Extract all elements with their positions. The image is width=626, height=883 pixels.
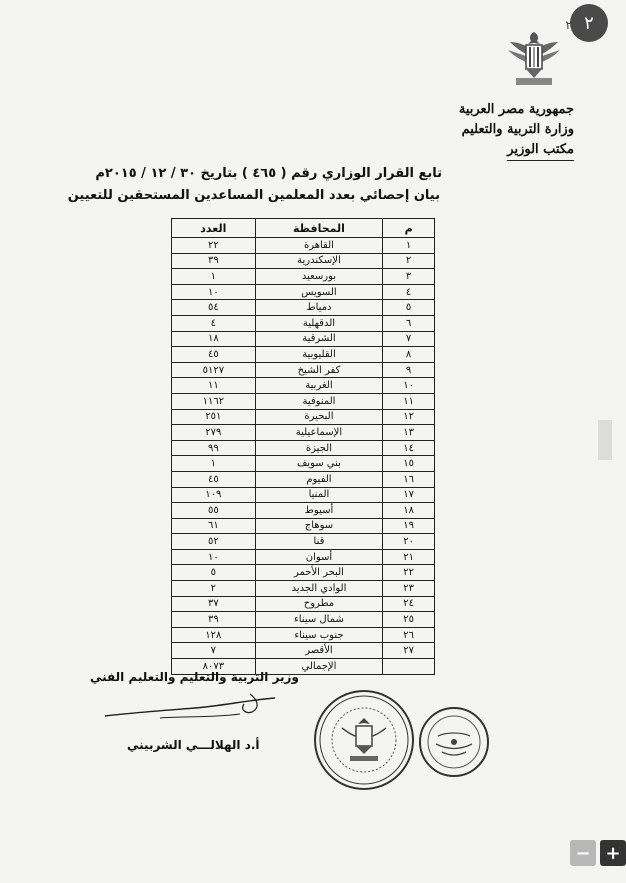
side-scroll-tab[interactable]: [598, 420, 612, 460]
row-count-cell: ٣٩: [172, 612, 256, 628]
row-count-cell: ١١٦٢: [172, 393, 256, 409]
table-row: [172, 440, 435, 456]
row-count-cell: ٥٥: [172, 503, 256, 519]
row-governorate-cell: القليوبية: [255, 347, 383, 363]
col-header-count: العدد: [172, 219, 256, 238]
zoom-out-button[interactable]: −: [570, 840, 596, 866]
table-row: [172, 347, 435, 363]
ministry-seal-icon: [312, 688, 416, 792]
table-row: [172, 253, 435, 269]
row-num-cell: ١٣: [383, 425, 435, 441]
row-num-cell: ١٩: [383, 518, 435, 534]
row-num-cell: ١٠: [383, 378, 435, 394]
ministry-header: [459, 100, 574, 161]
table-row: [172, 487, 435, 503]
row-count-cell: ٦١: [172, 518, 256, 534]
total-label: الإجمالي: [255, 659, 383, 675]
signer-name: أ.د الهلالـــي الشربيني: [127, 738, 260, 752]
row-num-cell: ٥: [383, 300, 435, 316]
table-row: [172, 393, 435, 409]
row-governorate-cell: شمال سيناء: [255, 612, 383, 628]
row-num-cell: ٢٢: [383, 565, 435, 581]
page-number-badge: ٢: [570, 4, 608, 42]
row-num-cell: ٨: [383, 347, 435, 363]
row-num-cell: ٧: [383, 331, 435, 347]
row-num-cell: ١: [383, 238, 435, 254]
table-row: [172, 409, 435, 425]
row-governorate-cell: القاهرة: [255, 238, 383, 254]
row-count-cell: ١٢٨: [172, 627, 256, 643]
table-row: [172, 331, 435, 347]
row-count-cell: ٥٤: [172, 300, 256, 316]
row-count-cell: ٢: [172, 581, 256, 597]
row-count-cell: ٥: [172, 565, 256, 581]
row-num-cell: ١٨: [383, 503, 435, 519]
row-governorate-cell: الشرقية: [255, 331, 383, 347]
table-row: [172, 456, 435, 472]
row-num-cell: ٦: [383, 315, 435, 331]
table-row: [172, 612, 435, 628]
table-row: [172, 596, 435, 612]
row-num-cell: ٩: [383, 362, 435, 378]
teachers-stats-table: [171, 218, 435, 675]
row-num-cell: ١١: [383, 393, 435, 409]
handwritten-signature: [100, 690, 280, 730]
row-count-cell: ٤: [172, 315, 256, 331]
table-row: [172, 425, 435, 441]
row-governorate-cell: جنوب سيناء: [255, 627, 383, 643]
eagle-emblem-icon: [504, 28, 564, 90]
row-num-cell: ٢: [383, 253, 435, 269]
row-num-cell: ١٧: [383, 487, 435, 503]
row-count-cell: ٥٢: [172, 534, 256, 550]
row-governorate-cell: الجيزة: [255, 440, 383, 456]
row-governorate-cell: الفيوم: [255, 471, 383, 487]
table-row: [172, 362, 435, 378]
row-governorate-cell: الإسماعيلية: [255, 425, 383, 441]
decree-title: تابع القرار الوزاري رقم ( ٤٦٥ ) بتاريخ ٣٠ / ١٢ / ٢٠١٥م: [95, 166, 442, 181]
row-num-cell: ٣: [383, 269, 435, 285]
row-num-cell: ٢٣: [383, 581, 435, 597]
row-governorate-cell: أسيوط: [255, 503, 383, 519]
row-count-cell: ١: [172, 269, 256, 285]
row-governorate-cell: دمياط: [255, 300, 383, 316]
row-num-cell: ٢٧: [383, 643, 435, 659]
table-header-row: [172, 219, 435, 238]
row-governorate-cell: الغربية: [255, 378, 383, 394]
row-num-cell: ١٦: [383, 471, 435, 487]
zoom-in-button[interactable]: +: [600, 840, 626, 866]
row-count-cell: ٣٧: [172, 596, 256, 612]
total-empty-cell: [383, 659, 435, 675]
row-num-cell: ١٢: [383, 409, 435, 425]
col-header-governorate: المحافظة: [255, 219, 383, 238]
row-num-cell: ٢٤: [383, 596, 435, 612]
minister-title: وزير التربية والتعليم والتعليم الفني: [90, 670, 299, 684]
row-count-cell: ٢٥١: [172, 409, 256, 425]
row-count-cell: ٧: [172, 643, 256, 659]
row-count-cell: ١: [172, 456, 256, 472]
table-row: [172, 269, 435, 285]
row-governorate-cell: بورسعيد: [255, 269, 383, 285]
row-governorate-cell: الوادي الجديد: [255, 581, 383, 597]
row-governorate-cell: الدقهلية: [255, 315, 383, 331]
table-row: [172, 534, 435, 550]
row-num-cell: ٢١: [383, 549, 435, 565]
row-count-cell: ١٨: [172, 331, 256, 347]
row-count-cell: ٢٧٩: [172, 425, 256, 441]
row-governorate-cell: البحيرة: [255, 409, 383, 425]
row-governorate-cell: مطروح: [255, 596, 383, 612]
row-count-cell: ٩٩: [172, 440, 256, 456]
table-row: [172, 503, 435, 519]
statement-title: بيان إحصائي بعدد المعلمين المساعدين المستحقين للتعيين: [67, 188, 440, 203]
row-count-cell: ١٠٩: [172, 487, 256, 503]
row-num-cell: ١٥: [383, 456, 435, 472]
header-line-3: مكتب الوزير: [459, 140, 574, 161]
row-governorate-cell: الأقصر: [255, 643, 383, 659]
page-number-small: ٢: [565, 18, 572, 32]
row-count-cell: ٣٩: [172, 253, 256, 269]
row-governorate-cell: البحر الأحمر: [255, 565, 383, 581]
row-count-cell: ٤٥: [172, 471, 256, 487]
header-line-2: وزارة التربية والتعليم: [461, 122, 574, 137]
row-count-cell: ٥١٢٧: [172, 362, 256, 378]
row-governorate-cell: قنا: [255, 534, 383, 550]
row-governorate-cell: كفر الشيخ: [255, 362, 383, 378]
row-count-cell: ١٠: [172, 284, 256, 300]
row-count-cell: ٤٥: [172, 347, 256, 363]
row-num-cell: ٤: [383, 284, 435, 300]
row-num-cell: ٢٥: [383, 612, 435, 628]
table-row: [172, 627, 435, 643]
table-row: [172, 471, 435, 487]
row-governorate-cell: سوهاج: [255, 518, 383, 534]
table-row: [172, 518, 435, 534]
total-value: ٨٠٧٣: [172, 659, 256, 675]
row-governorate-cell: بني سويف: [255, 456, 383, 472]
row-num-cell: ٢٦: [383, 627, 435, 643]
round-stamp-icon: [418, 706, 490, 778]
table-row: [172, 315, 435, 331]
table-row: [172, 549, 435, 565]
row-governorate-cell: المنيا: [255, 487, 383, 503]
table-row: [172, 581, 435, 597]
row-num-cell: ٢٠: [383, 534, 435, 550]
row-num-cell: ١٤: [383, 440, 435, 456]
table-row: [172, 565, 435, 581]
row-governorate-cell: أسوان: [255, 549, 383, 565]
row-count-cell: ١٠: [172, 549, 256, 565]
col-header-num: م: [383, 219, 435, 238]
row-governorate-cell: الإسكندرية: [255, 253, 383, 269]
header-line-1: جمهورية مصر العربية: [458, 102, 574, 117]
table-row: [172, 300, 435, 316]
row-count-cell: ١١: [172, 378, 256, 394]
row-governorate-cell: السويس: [255, 284, 383, 300]
table-row: [172, 378, 435, 394]
table-row: [172, 238, 435, 254]
table-row: [172, 643, 435, 659]
row-count-cell: ٢٢: [172, 238, 256, 254]
row-governorate-cell: المنوفية: [255, 393, 383, 409]
table-row: [172, 284, 435, 300]
